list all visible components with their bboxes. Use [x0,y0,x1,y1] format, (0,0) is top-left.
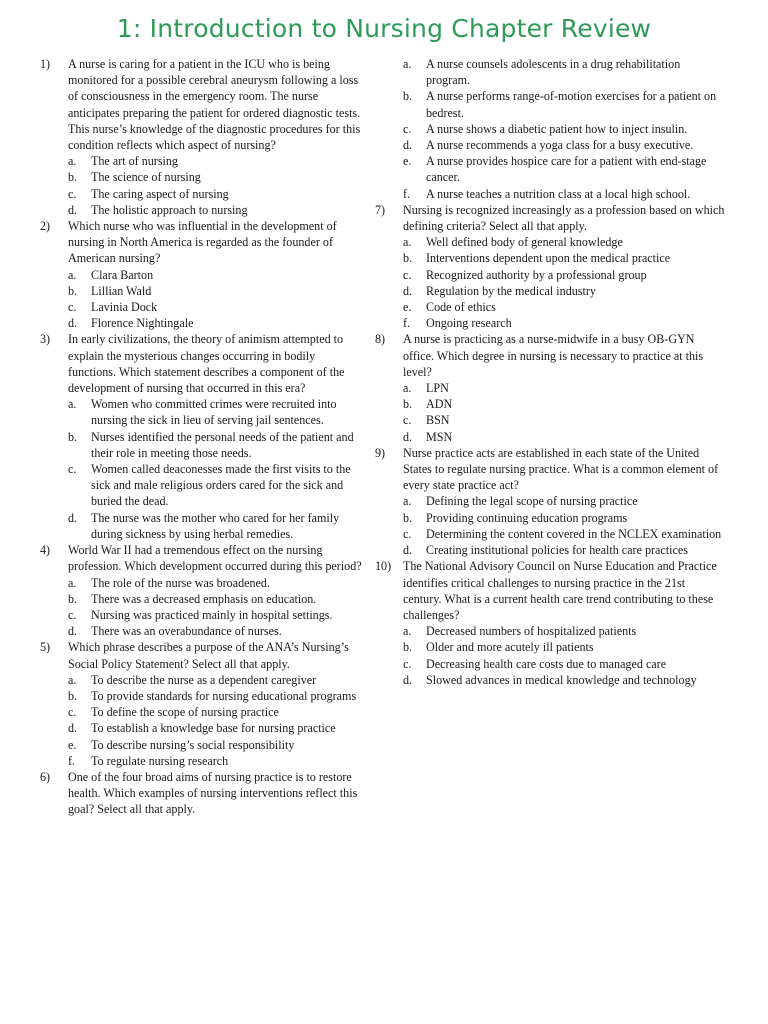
question-text: Which phrase describes a purpose of the ANA’s Nursing’s Social Policy Statement? Select all that apply. [68,640,349,671]
option-6b: b. A nurse performs range-of-motion exercises for a patient on bedrest. [403,89,717,120]
question-number: 8) [375,332,386,347]
question-number: 1) [40,57,51,71]
question-4 [40,542,362,574]
question-2 [40,218,362,267]
page-title: 1: Introduction to Nursing Chapter Review [116,14,652,43]
option-2c: c. Lavinia Dock [68,300,158,315]
option-10d: d. Slowed advances in medical knowledge and technology [403,672,697,687]
option-4a: a. The role of the nurse was broadened. [68,575,270,590]
question-text: The National Advisory Council on Nurse Education and Practice identifies critical challenges to nursing practice in the 21st century. What is a current health care trend contributing to these challenges? [403,559,717,622]
option-3b: b. Nurses identified the personal needs of the patient and their role in meeting those needs. [68,429,354,460]
option-3c: c. Women called deaconesses made the first visits to the sick and male religious orders cared for the sick and buried the dead. [68,462,351,509]
option-8b: b. ADN [403,397,453,412]
option-9a: a. Defining the legal scope of nursing practice [403,494,638,509]
question-number: 6) [40,769,51,784]
question-text: A nurse is caring for a patient in the ICU who is being monitored for a possible cerebral aneurysm following a loss of consciousness in the emergency room. The nurse anticipates preparing the patient for ordered diagnostic tests. This nurse’s knowledge of the diagnostic procedures for this condition reflects which aspect of nursing? [68,57,361,153]
option-2d: d. Florence Nightingale [68,316,194,331]
option-5b: b. To provide standards for nursing educational programs [68,688,357,703]
option-5e: e. To describe nursing’s social responsibility [68,737,295,752]
question-text: One of the four broad aims of nursing practice is to restore health. Which examples of nursing interventions reflect this goal? Select all that apply. [68,769,358,817]
option-8d: d. MSN [403,429,453,444]
option-7d: d. Regulation by the medical industry [403,283,596,298]
option-1a: a. The art of nursing [68,154,178,169]
option-6a: a. A nurse counsels adolescents in a drug rehabilitation program. [403,57,681,88]
option-5c: c. To define the scope of nursing practice [68,705,279,720]
question-number: 9) [375,445,386,460]
option-8a: a. LPN [403,381,449,396]
question-text: A nurse is practicing as a nurse-midwife in a busy OB-GYN office. Which degree in nursing is necessary to practice at this level? [403,332,704,379]
option-7c: c. Recognized authority by a professional group [403,267,647,282]
question-number: 10) [375,559,392,574]
question-10 [375,558,725,623]
option-1c: c. The caring aspect of nursing [68,186,229,201]
option-4d: d. There was an overabundance of nurses. [68,624,282,639]
question-text: Which nurse who was influential in the development of nursing in North America is regarded as the founder of American nursing? [68,219,337,266]
option-5f: f. To regulate nursing research [68,753,229,768]
question-number: 4) [40,543,51,558]
question-1 [40,56,362,153]
option-6e: e. A nurse provides hospice care for a patient with end-stage cancer. [403,154,707,185]
question-9 [375,445,725,494]
option-7a: a. Well defined body of general knowledge [403,235,623,250]
option-7f: f. Ongoing research [403,316,512,331]
option-2b: b. Lillian Wald [68,283,152,298]
option-5d: d. To establish a knowledge base for nursing practice [68,721,336,736]
question-number: 5) [40,640,51,655]
option-3a: a. Women who committed crimes were recruited into nursing the sick in lieu of serving jail sentences. [68,397,337,428]
option-1b: b. The science of nursing [68,170,201,185]
option-7b: b. Interventions dependent upon the medical practice [403,251,671,266]
question-7 [375,202,725,234]
question-5 [40,639,362,671]
option-1d: d. The holistic approach to nursing [68,202,248,217]
option-10a: a. Decreased numbers of hospitalized patients [403,624,637,639]
right-column [375,56,725,688]
question-number: 3) [40,332,51,347]
left-column [40,56,362,818]
option-8c: c. BSN [403,413,450,428]
option-5a: a. To describe the nurse as a dependent caregiver [68,672,317,687]
option-6d: d. A nurse recommends a yoga class for a busy executive. [403,138,694,153]
option-10c: c. Decreasing health care costs due to managed care [403,656,667,671]
option-3d: d. The nurse was the mother who cared for her family during sickness by using herbal remedies. [68,510,340,541]
question-6 [40,769,362,818]
option-2a: a. Clara Barton [68,267,154,282]
option-4c: c. Nursing was practiced mainly in hospital settings. [68,607,333,622]
option-9b: b. Providing continuing education programs [403,510,628,525]
question-3 [40,331,362,396]
option-4b: b. There was a decreased emphasis on education. [68,591,317,606]
option-6f: f. A nurse teaches a nutrition class at a local high school. [403,186,691,201]
question-text: World War II had a tremendous effect on the nursing profession. Which development occurred during this period? [68,543,362,574]
option-7e: e. Code of ethics [403,300,496,315]
question-text: Nursing is recognized increasingly as a profession based on which defining criteria? Select all that apply. [403,202,725,234]
option-6c: c. A nurse shows a diabetic patient how to inject insulin. [403,121,688,136]
question-text: Nurse practice acts are established in each state of the United States to regulate nursing practice. What is a common element of every state practice act? [403,445,719,493]
option-10b: b. Older and more acutely ill patients [403,640,594,655]
option-9c: c. Determining the content covered in the NCLEX examination [403,526,722,541]
question-number: 7) [375,202,386,217]
question-8 [375,331,725,380]
question-text: In early civilizations, the theory of animism attempted to explain the mysterious changes occurring in bodily functions. Which statement describes a component of the development of nursing that occurred in this era? [68,332,345,396]
question-number: 2) [40,219,51,234]
option-9d: d. Creating institutional policies for health care practices [403,543,688,558]
